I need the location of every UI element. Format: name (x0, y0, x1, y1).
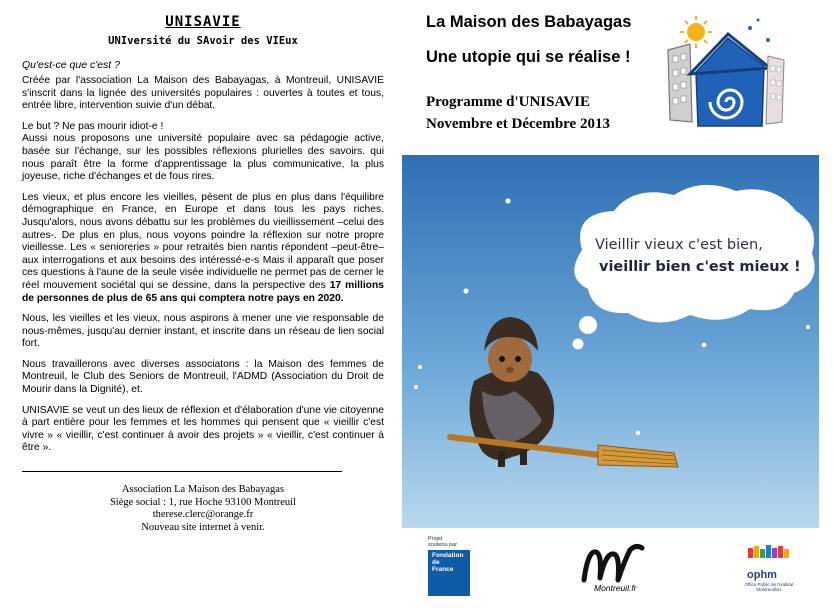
divider (22, 471, 342, 472)
footer-line-association: Association La Maison des Babayagas (121, 484, 285, 496)
ophm-label: ophm (747, 569, 777, 581)
fdf-caption (428, 536, 457, 548)
sun-icon (680, 16, 712, 48)
brand-title: UNISAVIE (165, 14, 241, 30)
main-title: La Maison des Babayagas (426, 13, 632, 31)
ophm-people-icon (748, 545, 789, 558)
left-column (22, 14, 384, 534)
witch-broom-photo (402, 155, 819, 528)
program-title: Programme d'UNISAVIE (426, 94, 591, 110)
babayagas-house-logo (660, 10, 790, 130)
demography-text: Les vieux, et plus encore les vieilles, pèsent de plus en plus dans l'équilibre démographique en France, en Europe et dans tous les pays riches. Jusqu'alors, nous avons débattu sur les problèmes du vieillissement –celui des autres-. De plus en plus, nous voyons poindre la réflexion sur notre propre vieillesse. Les « senioreries » pour retraités bien nantis répondent –peut-être– aux interrogations et aux besoins des intéressé-e-s Mais il apparaît que poser ces questions à l'aune de la seule visée individuelle ne permet pas de cerner le réel mouvement sociétal qui se dessine, dans la perspective des (22, 191, 384, 291)
demography-bold: 17 millions de personnes de plus de 65 ans qui comptera notre pays en 2020. (22, 279, 384, 304)
demography-paragraph (22, 192, 384, 305)
main-subtitle: Une utopie qui se réalise ! (426, 48, 631, 66)
aim-paragraph: Nous, les vieilles et les vieux, nous aspirons à mener une vie responsable de nous-mêmes, jusqu'au dernier instant, et inscrite dans un réseau de lien social fort. (22, 313, 384, 350)
fdf-caption-line1: Projet (428, 536, 443, 542)
question-heading: Qu'est-ce que c'est ? (22, 59, 120, 71)
goal-heading: Le but ? Ne pas mourir idiot-e ! (22, 120, 164, 132)
program-dates: Novembre et Décembre 2013 (426, 116, 610, 132)
fondation-de-france-logo (428, 550, 470, 596)
footer-line-email[interactable]: therese.clerc@orange.fr (152, 509, 254, 521)
house-spiral-icon (690, 34, 770, 126)
partners-paragraph: Nous travaillerons avec diverses associatons : la Maison des femmes de Montreuil, le Club des Seniors de Montreuil, l'ADMD (Association du Droit de Mourir dans la Dignité), et. (22, 358, 384, 396)
brand-subtitle: UNIversité du SAvoir des VIEux (108, 35, 298, 47)
bubble-line-2: vieillir bien c'est mieux ! (599, 259, 801, 275)
fdf-line1: Fondation (432, 552, 464, 559)
footer-line-address: Siège social : 1, rue Hoche 93100 Montreuil (109, 496, 297, 508)
ophm-subtitle: Office Public de l'Habitat Montreuillois (744, 582, 794, 592)
intro-paragraph: Créée par l'association La Maison des Babayagas, à Montreuil, UNISAVIE s'inscrit dans la lignée des universités populaires : ouvertes à toutes et tous, entrée libre, intervention suivie d'un débat. (22, 75, 384, 112)
place-paragraph: UNISAVIE se veut un des lieux de réflexion et d'élaboration d'une vie citoyenne à part entière pour les femmes et les hommes qui pensent que « vieillir c'est vivre » « vieillir, c'est continuer à avoir des projets » « vieillir, c'est continuer à être ». (22, 404, 384, 454)
footer-address (22, 484, 384, 534)
stars-icon (748, 19, 770, 43)
fdf-caption-line2: soutenu par (428, 542, 458, 548)
footer-line-website: Nouveau site internet à venir. (141, 521, 265, 533)
fdf-line2: de (432, 559, 440, 567)
building-icon (668, 44, 692, 122)
montreuil-label: Montreuil.fr (594, 583, 637, 593)
building-pink-icon (766, 56, 784, 124)
goal-paragraph: Aussi nous proposons une université populaire avec sa pédagogie active, basée sur l'échange, sur les possibles réflexions plurielles des savoirs. qui nous paraît être la forme d'apprentissage la plus communicative, la plus joyeuse, riche d'échanges et de fous rires. (22, 133, 384, 183)
fdf-line3: France (432, 566, 454, 574)
bubble-line-1: Vieillir vieux c'est bien, (595, 237, 763, 253)
